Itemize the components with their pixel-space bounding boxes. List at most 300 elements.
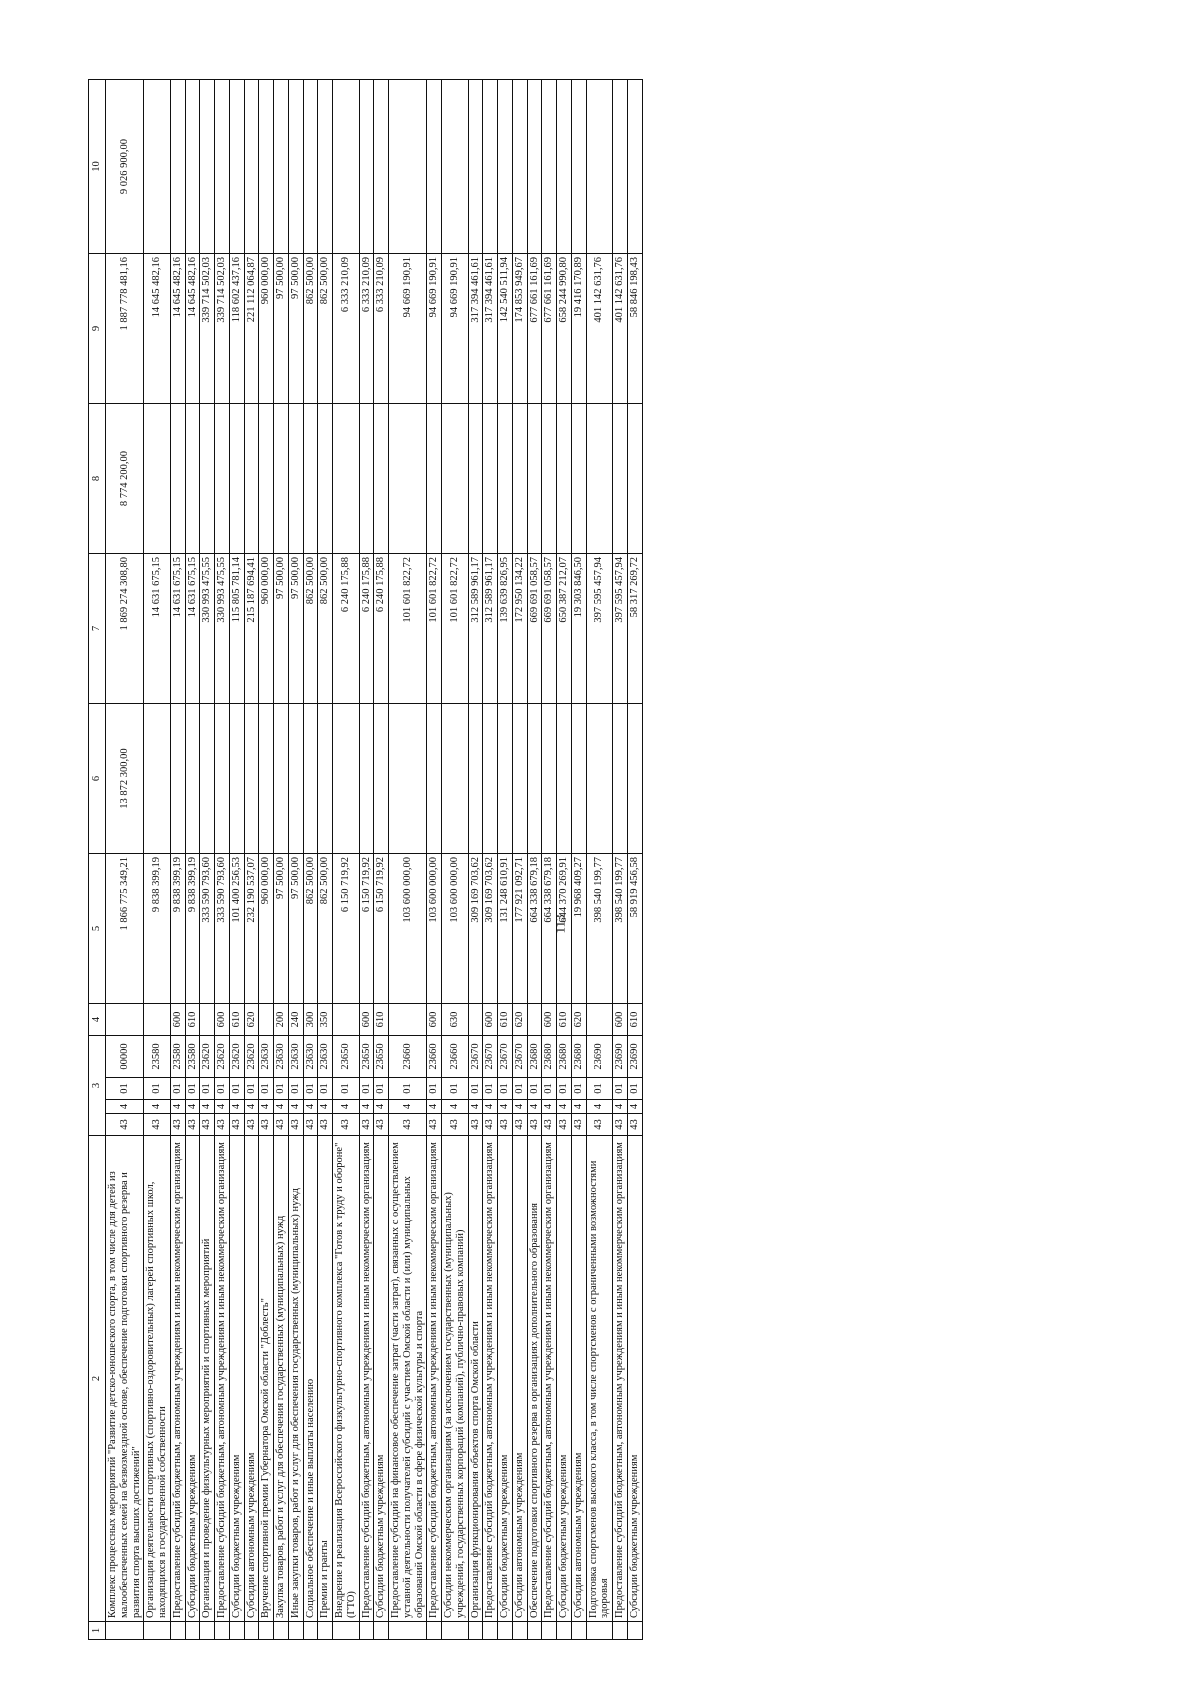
value-col9-cell: 19 416 170,89 bbox=[571, 254, 586, 404]
value-col8-cell bbox=[542, 404, 557, 554]
value-col5-cell: 309 169 703,62 bbox=[468, 854, 483, 1004]
code-b-cell: 4 bbox=[427, 1100, 442, 1114]
category-cell: 620 bbox=[244, 1004, 259, 1036]
value-col6-cell bbox=[229, 704, 244, 854]
table-row bbox=[527, 80, 542, 1640]
code-b-cell: 4 bbox=[627, 1100, 642, 1114]
code-b-cell: 4 bbox=[442, 1100, 469, 1114]
row-number-cell bbox=[274, 1622, 289, 1640]
value-col10-cell bbox=[571, 80, 586, 254]
value-col8-cell bbox=[389, 404, 427, 554]
category-cell bbox=[586, 1004, 613, 1036]
category-cell: 600 bbox=[483, 1004, 498, 1036]
code-a-cell: 43 bbox=[389, 1114, 427, 1136]
code-c-cell: 01 bbox=[527, 1078, 542, 1100]
value-col9-cell: 221 112 064,87 bbox=[244, 254, 259, 404]
code-d-cell: 23680 bbox=[527, 1036, 542, 1078]
code-c-cell: 01 bbox=[303, 1078, 318, 1100]
value-col7-cell: 101 601 822,72 bbox=[389, 554, 427, 704]
row-name-cell: Предоставление субсидий бюджетным, автономным учреждениям и иным некоммерческим организациям bbox=[613, 1136, 628, 1622]
value-col5-cell: 333 590 793,60 bbox=[200, 854, 215, 1004]
value-col6-cell bbox=[613, 704, 628, 854]
code-c-cell: 01 bbox=[389, 1078, 427, 1100]
value-col5-cell: 644 370 269,91 bbox=[557, 854, 572, 1004]
code-d-cell: 23660 bbox=[427, 1036, 442, 1078]
category-cell: 300 bbox=[303, 1004, 318, 1036]
value-col10-cell bbox=[527, 80, 542, 254]
table-row bbox=[498, 80, 513, 1640]
row-name-cell: Субсидии бюджетным учреждениям bbox=[557, 1136, 572, 1622]
value-col8-cell bbox=[359, 404, 374, 554]
value-col6-cell bbox=[442, 704, 469, 854]
value-col8-cell bbox=[627, 404, 642, 554]
header-col-2: 2 bbox=[89, 1136, 106, 1622]
value-col6-cell bbox=[557, 704, 572, 854]
value-col8-cell bbox=[483, 404, 498, 554]
value-col8-cell bbox=[527, 404, 542, 554]
code-c-cell: 01 bbox=[359, 1078, 374, 1100]
value-col8-cell bbox=[274, 404, 289, 554]
page-number: 113 bbox=[552, 914, 568, 934]
row-number-cell bbox=[215, 1622, 230, 1640]
value-col7-cell: 397 595 457,94 bbox=[586, 554, 613, 704]
value-col9-cell: 118 602 437,16 bbox=[229, 254, 244, 404]
category-cell bbox=[259, 1004, 274, 1036]
value-col7-cell: 139 639 826,95 bbox=[498, 554, 513, 704]
value-col8-cell bbox=[586, 404, 613, 554]
value-col10-cell: 9 026 900,00 bbox=[106, 80, 144, 254]
code-d-cell: 23620 bbox=[200, 1036, 215, 1078]
value-col6-cell bbox=[542, 704, 557, 854]
code-d-cell: 23690 bbox=[627, 1036, 642, 1078]
value-col9-cell: 658 244 990,80 bbox=[557, 254, 572, 404]
category-cell: 620 bbox=[512, 1004, 527, 1036]
code-d-cell: 23680 bbox=[557, 1036, 572, 1078]
code-c-cell: 01 bbox=[557, 1078, 572, 1100]
code-b-cell: 4 bbox=[318, 1100, 333, 1114]
value-col10-cell bbox=[244, 80, 259, 254]
value-col6-cell bbox=[468, 704, 483, 854]
code-a-cell: 43 bbox=[427, 1114, 442, 1136]
code-a-cell: 43 bbox=[374, 1114, 389, 1136]
table-row bbox=[542, 80, 557, 1640]
value-col5-cell: 1 866 775 349,21 bbox=[106, 854, 144, 1004]
table-row bbox=[288, 80, 303, 1640]
row-number-cell bbox=[613, 1622, 628, 1640]
code-b-cell: 4 bbox=[468, 1100, 483, 1114]
row-name-cell: Субсидии бюджетным учреждениям bbox=[498, 1136, 513, 1622]
row-number-cell bbox=[318, 1622, 333, 1640]
row-name-cell: Субсидии бюджетным учреждениям bbox=[374, 1136, 389, 1622]
value-col5-cell: 131 248 610,91 bbox=[498, 854, 513, 1004]
value-col8-cell bbox=[288, 404, 303, 554]
value-col8-cell bbox=[427, 404, 442, 554]
value-col7-cell: 14 631 675,15 bbox=[170, 554, 185, 704]
code-a-cell: 43 bbox=[468, 1114, 483, 1136]
row-name-cell: Предоставление субсидий бюджетным, автономным учреждениям и иным некоммерческим организациям bbox=[215, 1136, 230, 1622]
code-d-cell: 23680 bbox=[542, 1036, 557, 1078]
value-col7-cell: 862 500,00 bbox=[318, 554, 333, 704]
code-c-cell: 01 bbox=[512, 1078, 527, 1100]
budget-table bbox=[88, 79, 643, 1640]
category-cell: 610 bbox=[498, 1004, 513, 1036]
table-row bbox=[359, 80, 374, 1640]
code-d-cell: 23620 bbox=[229, 1036, 244, 1078]
value-col6-cell: 13 872 300,00 bbox=[106, 704, 144, 854]
row-number-cell bbox=[185, 1622, 200, 1640]
value-col5-cell: 101 400 256,53 bbox=[229, 854, 244, 1004]
row-name-cell: Подготовка спортсменов высокого класса, в том числе спортсменов с ограниченными возможностями здоровья bbox=[586, 1136, 613, 1622]
value-col7-cell: 6 240 175,88 bbox=[333, 554, 360, 704]
value-col10-cell bbox=[613, 80, 628, 254]
value-col6-cell bbox=[359, 704, 374, 854]
code-c-cell: 01 bbox=[442, 1078, 469, 1100]
row-name-cell: Организация деятельности спортивных (спортивно-оздоровительных) лагерей спортивных школ, находящихся в государственной собственности bbox=[144, 1136, 171, 1622]
table-row bbox=[627, 80, 642, 1640]
value-col9-cell: 14 645 482,16 bbox=[185, 254, 200, 404]
code-d-cell: 23630 bbox=[318, 1036, 333, 1078]
value-col7-cell: 215 187 694,41 bbox=[244, 554, 259, 704]
value-col9-cell: 14 645 482,16 bbox=[170, 254, 185, 404]
code-b-cell: 4 bbox=[557, 1100, 572, 1114]
code-a-cell: 43 bbox=[318, 1114, 333, 1136]
row-number-cell bbox=[170, 1622, 185, 1640]
header-col-4: 4 bbox=[89, 1004, 106, 1036]
code-c-cell: 01 bbox=[215, 1078, 230, 1100]
row-name-cell: Предоставление субсидий бюджетным, автономным учреждениям и иным некоммерческим организациям bbox=[359, 1136, 374, 1622]
code-c-cell: 01 bbox=[483, 1078, 498, 1100]
row-name-cell: Внедрение и реализация Всероссийского физкультурно-спортивного комплекса "Готов к труду и обороне" (ГТО) bbox=[333, 1136, 360, 1622]
value-col6-cell bbox=[185, 704, 200, 854]
code-d-cell: 23650 bbox=[333, 1036, 360, 1078]
header-col-9: 9 bbox=[89, 254, 106, 404]
category-cell: 600 bbox=[170, 1004, 185, 1036]
category-cell: 610 bbox=[627, 1004, 642, 1036]
category-cell bbox=[106, 1004, 144, 1036]
code-c-cell: 01 bbox=[468, 1078, 483, 1100]
value-col8-cell bbox=[571, 404, 586, 554]
value-col9-cell: 677 661 161,69 bbox=[542, 254, 557, 404]
code-b-cell: 4 bbox=[333, 1100, 360, 1114]
row-number-cell bbox=[571, 1622, 586, 1640]
code-a-cell: 43 bbox=[259, 1114, 274, 1136]
value-col7-cell: 669 691 058,57 bbox=[542, 554, 557, 704]
value-col6-cell bbox=[259, 704, 274, 854]
value-col10-cell bbox=[185, 80, 200, 254]
code-d-cell: 23690 bbox=[613, 1036, 628, 1078]
row-name-cell: Предоставление субсидий бюджетным, автономным учреждениям и иным некоммерческим организациям bbox=[542, 1136, 557, 1622]
value-col6-cell bbox=[274, 704, 289, 854]
value-col10-cell bbox=[498, 80, 513, 254]
row-name-cell: Премии и гранты bbox=[318, 1136, 333, 1622]
code-b-cell: 4 bbox=[571, 1100, 586, 1114]
value-col8-cell bbox=[468, 404, 483, 554]
row-name-cell: Закупка товаров, работ и услуг для обеспечения государственных (муниципальных) нужд bbox=[274, 1136, 289, 1622]
table-row bbox=[374, 80, 389, 1640]
value-col8-cell bbox=[374, 404, 389, 554]
code-a-cell: 43 bbox=[200, 1114, 215, 1136]
value-col7-cell: 97 500,00 bbox=[288, 554, 303, 704]
row-number-cell bbox=[106, 1622, 144, 1640]
header-col-1: 1 bbox=[89, 1622, 106, 1640]
value-col7-cell: 960 000,00 bbox=[259, 554, 274, 704]
code-a-cell: 43 bbox=[288, 1114, 303, 1136]
code-a-cell: 43 bbox=[627, 1114, 642, 1136]
table-row bbox=[389, 80, 427, 1640]
code-c-cell: 01 bbox=[318, 1078, 333, 1100]
value-col7-cell: 650 387 212,07 bbox=[557, 554, 572, 704]
row-name-cell: Вручение спортивной премии Губернатора Омской области "Доблесть" bbox=[259, 1136, 274, 1622]
value-col10-cell bbox=[144, 80, 171, 254]
value-col7-cell: 101 601 822,72 bbox=[427, 554, 442, 704]
row-number-cell bbox=[389, 1622, 427, 1640]
code-d-cell: 23680 bbox=[571, 1036, 586, 1078]
value-col5-cell: 232 190 537,07 bbox=[244, 854, 259, 1004]
code-a-cell: 43 bbox=[274, 1114, 289, 1136]
value-col5-cell: 6 150 719,92 bbox=[333, 854, 360, 1004]
row-name-cell: Предоставление субсидий бюджетным, автономным учреждениям и иным некоммерческим организациям bbox=[170, 1136, 185, 1622]
table-row bbox=[442, 80, 469, 1640]
value-col6-cell bbox=[318, 704, 333, 854]
row-number-cell bbox=[303, 1622, 318, 1640]
category-cell bbox=[389, 1004, 427, 1036]
row-number-cell bbox=[144, 1622, 171, 1640]
code-d-cell: 23630 bbox=[303, 1036, 318, 1078]
code-a-cell: 43 bbox=[527, 1114, 542, 1136]
value-col7-cell: 312 589 961,17 bbox=[483, 554, 498, 704]
table-row bbox=[259, 80, 274, 1640]
code-b-cell: 4 bbox=[613, 1100, 628, 1114]
code-b-cell: 4 bbox=[274, 1100, 289, 1114]
value-col5-cell: 97 500,00 bbox=[288, 854, 303, 1004]
code-a-cell: 43 bbox=[170, 1114, 185, 1136]
value-col5-cell: 58 919 456,58 bbox=[627, 854, 642, 1004]
value-col7-cell: 172 950 134,22 bbox=[512, 554, 527, 704]
code-a-cell: 43 bbox=[442, 1114, 469, 1136]
category-cell bbox=[333, 1004, 360, 1036]
header-col-10: 10 bbox=[89, 80, 106, 254]
value-col9-cell: 142 540 511,94 bbox=[498, 254, 513, 404]
value-col10-cell bbox=[586, 80, 613, 254]
table-row bbox=[144, 80, 171, 1640]
code-a-cell: 43 bbox=[613, 1114, 628, 1136]
table-row bbox=[613, 80, 628, 1640]
value-col10-cell bbox=[200, 80, 215, 254]
row-number-cell bbox=[427, 1622, 442, 1640]
code-b-cell: 4 bbox=[542, 1100, 557, 1114]
category-cell: 600 bbox=[613, 1004, 628, 1036]
category-cell bbox=[200, 1004, 215, 1036]
code-a-cell: 43 bbox=[144, 1114, 171, 1136]
code-d-cell: 23580 bbox=[185, 1036, 200, 1078]
table-row bbox=[244, 80, 259, 1640]
row-number-cell bbox=[468, 1622, 483, 1640]
value-col10-cell bbox=[427, 80, 442, 254]
row-number-cell bbox=[527, 1622, 542, 1640]
code-c-cell: 01 bbox=[586, 1078, 613, 1100]
category-cell: 350 bbox=[318, 1004, 333, 1036]
value-col5-cell: 19 968 409,27 bbox=[571, 854, 586, 1004]
value-col9-cell: 862 500,00 bbox=[303, 254, 318, 404]
table-row bbox=[586, 80, 613, 1640]
code-d-cell: 23660 bbox=[389, 1036, 427, 1078]
table-row bbox=[468, 80, 483, 1640]
code-b-cell: 4 bbox=[512, 1100, 527, 1114]
value-col10-cell bbox=[229, 80, 244, 254]
row-number-cell bbox=[586, 1622, 613, 1640]
value-col8-cell bbox=[318, 404, 333, 554]
value-col7-cell: 19 303 846,50 bbox=[571, 554, 586, 704]
code-c-cell: 01 bbox=[288, 1078, 303, 1100]
value-col8-cell bbox=[259, 404, 274, 554]
table-row bbox=[318, 80, 333, 1640]
value-col5-cell: 309 169 703,62 bbox=[483, 854, 498, 1004]
code-c-cell: 01 bbox=[259, 1078, 274, 1100]
code-b-cell: 4 bbox=[527, 1100, 542, 1114]
value-col7-cell: 115 805 781,14 bbox=[229, 554, 244, 704]
value-col9-cell: 94 669 190,91 bbox=[442, 254, 469, 404]
value-col5-cell: 398 540 199,77 bbox=[586, 854, 613, 1004]
table-row bbox=[106, 80, 144, 1640]
value-col6-cell bbox=[512, 704, 527, 854]
table-row bbox=[185, 80, 200, 1640]
category-cell: 610 bbox=[557, 1004, 572, 1036]
table-row bbox=[274, 80, 289, 1640]
table-body bbox=[106, 80, 643, 1640]
value-col7-cell: 14 631 675,15 bbox=[185, 554, 200, 704]
value-col9-cell: 960 000,00 bbox=[259, 254, 274, 404]
row-name-cell: Социальное обеспечение и иные выплаты населению bbox=[303, 1136, 318, 1622]
value-col6-cell bbox=[333, 704, 360, 854]
table-row bbox=[170, 80, 185, 1640]
row-number-cell bbox=[483, 1622, 498, 1640]
value-col6-cell bbox=[244, 704, 259, 854]
value-col10-cell bbox=[542, 80, 557, 254]
row-number-cell bbox=[542, 1622, 557, 1640]
value-col10-cell bbox=[318, 80, 333, 254]
code-d-cell: 23580 bbox=[170, 1036, 185, 1078]
table-row bbox=[200, 80, 215, 1640]
value-col7-cell: 1 869 274 308,80 bbox=[106, 554, 144, 704]
value-col7-cell: 862 500,00 bbox=[303, 554, 318, 704]
code-b-cell: 4 bbox=[498, 1100, 513, 1114]
value-col5-cell: 862 500,00 bbox=[318, 854, 333, 1004]
value-col8-cell bbox=[442, 404, 469, 554]
value-col5-cell: 664 338 679,18 bbox=[527, 854, 542, 1004]
code-a-cell: 43 bbox=[106, 1114, 144, 1136]
code-d-cell: 23650 bbox=[359, 1036, 374, 1078]
table-row bbox=[571, 80, 586, 1640]
table-header bbox=[89, 80, 106, 1640]
code-b-cell: 4 bbox=[170, 1100, 185, 1114]
category-cell: 630 bbox=[442, 1004, 469, 1036]
code-b-cell: 4 bbox=[244, 1100, 259, 1114]
code-b-cell: 4 bbox=[389, 1100, 427, 1114]
value-col9-cell: 6 333 210,09 bbox=[333, 254, 360, 404]
row-number-cell bbox=[244, 1622, 259, 1640]
table-row bbox=[557, 80, 572, 1640]
row-number-cell bbox=[229, 1622, 244, 1640]
value-col5-cell: 97 500,00 bbox=[274, 854, 289, 1004]
code-b-cell: 4 bbox=[200, 1100, 215, 1114]
code-c-cell: 01 bbox=[613, 1078, 628, 1100]
code-c-cell: 01 bbox=[244, 1078, 259, 1100]
code-b-cell: 4 bbox=[288, 1100, 303, 1114]
value-col5-cell: 333 590 793,60 bbox=[215, 854, 230, 1004]
value-col8-cell bbox=[170, 404, 185, 554]
code-a-cell: 43 bbox=[542, 1114, 557, 1136]
value-col10-cell bbox=[389, 80, 427, 254]
value-col10-cell bbox=[468, 80, 483, 254]
category-cell: 600 bbox=[359, 1004, 374, 1036]
value-col6-cell bbox=[303, 704, 318, 854]
code-d-cell: 00000 bbox=[106, 1036, 144, 1078]
value-col7-cell: 669 691 058,57 bbox=[527, 554, 542, 704]
value-col10-cell bbox=[333, 80, 360, 254]
code-a-cell: 43 bbox=[586, 1114, 613, 1136]
code-a-cell: 43 bbox=[244, 1114, 259, 1136]
value-col9-cell: 401 142 631,76 bbox=[586, 254, 613, 404]
value-col10-cell bbox=[288, 80, 303, 254]
value-col5-cell: 664 338 679,18 bbox=[542, 854, 557, 1004]
code-b-cell: 4 bbox=[106, 1100, 144, 1114]
value-col9-cell: 6 333 210,09 bbox=[359, 254, 374, 404]
value-col10-cell bbox=[215, 80, 230, 254]
value-col7-cell: 312 589 961,17 bbox=[468, 554, 483, 704]
code-c-cell: 01 bbox=[571, 1078, 586, 1100]
value-col7-cell: 6 240 175,88 bbox=[374, 554, 389, 704]
value-col6-cell bbox=[586, 704, 613, 854]
row-number-cell bbox=[333, 1622, 360, 1640]
value-col5-cell: 9 838 399,19 bbox=[170, 854, 185, 1004]
code-c-cell: 01 bbox=[274, 1078, 289, 1100]
table-row bbox=[512, 80, 527, 1640]
value-col8-cell bbox=[512, 404, 527, 554]
row-number-cell bbox=[557, 1622, 572, 1640]
value-col8-cell bbox=[303, 404, 318, 554]
row-number-cell bbox=[442, 1622, 469, 1640]
code-a-cell: 43 bbox=[483, 1114, 498, 1136]
category-cell: 240 bbox=[288, 1004, 303, 1036]
category-cell: 610 bbox=[185, 1004, 200, 1036]
category-cell bbox=[527, 1004, 542, 1036]
value-col9-cell: 317 394 461,61 bbox=[468, 254, 483, 404]
row-name-cell: Обеспечение подготовки спортивного резерва в организациях дополнительного образования bbox=[527, 1136, 542, 1622]
value-col6-cell bbox=[527, 704, 542, 854]
table-row bbox=[333, 80, 360, 1640]
value-col7-cell: 14 631 675,15 bbox=[144, 554, 171, 704]
code-b-cell: 4 bbox=[259, 1100, 274, 1114]
value-col9-cell: 6 333 210,09 bbox=[374, 254, 389, 404]
code-b-cell: 4 bbox=[303, 1100, 318, 1114]
header-col-3: 3 bbox=[89, 1036, 106, 1136]
code-c-cell: 01 bbox=[627, 1078, 642, 1100]
value-col9-cell: 1 887 778 481,16 bbox=[106, 254, 144, 404]
code-a-cell: 43 bbox=[359, 1114, 374, 1136]
value-col10-cell bbox=[483, 80, 498, 254]
value-col5-cell: 177 921 092,71 bbox=[512, 854, 527, 1004]
code-c-cell: 01 bbox=[106, 1078, 144, 1100]
row-name-cell: Иные закупки товаров, работ и услуг для обеспечения государственных (муниципальных) нужд bbox=[288, 1136, 303, 1622]
category-cell: 620 bbox=[571, 1004, 586, 1036]
value-col9-cell: 94 669 190,91 bbox=[427, 254, 442, 404]
value-col6-cell bbox=[200, 704, 215, 854]
row-name-cell: Предоставление субсидий на финансовое обеспечение затрат (части затрат), связанных с осуществлением уставной деятельности получателей субсидий с участием Омской области и (или) муниципальных образований Омской области в сфере физической культуры и спорта bbox=[389, 1136, 427, 1622]
value-col5-cell: 862 500,00 bbox=[303, 854, 318, 1004]
value-col5-cell: 9 838 399,19 bbox=[185, 854, 200, 1004]
code-c-cell: 01 bbox=[200, 1078, 215, 1100]
code-a-cell: 43 bbox=[215, 1114, 230, 1136]
